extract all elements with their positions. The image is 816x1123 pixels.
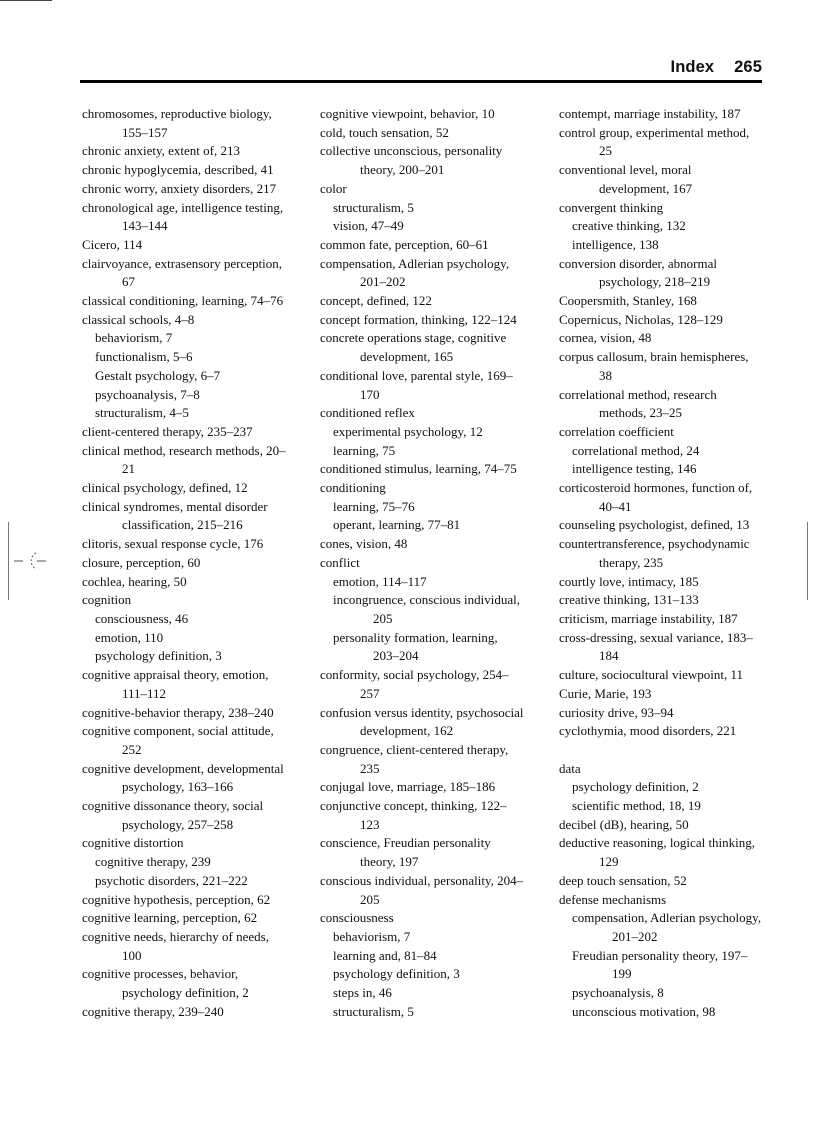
index-subentry: correlational method, 24 <box>572 442 700 458</box>
index-subentry: Gestalt psychology, 6–7 <box>95 367 221 383</box>
crop-line-right <box>807 522 808 600</box>
index-entry: conscious individual, personality, 204–205 <box>320 872 524 907</box>
index-subentry: psychoanalysis, 7–8 <box>95 386 200 402</box>
index-subentry: creative thinking, 132 <box>572 218 686 234</box>
index-column-1 <box>82 105 287 1021</box>
index-entry: conditional love, parental style, 169–170 <box>320 367 513 402</box>
index-subentry: personality formation, learning, 203–204 <box>333 629 498 664</box>
index-entry: cones, vision, 48 <box>320 536 408 552</box>
index-entry: chromosomes, reproductive biology, 155–157 <box>82 106 272 140</box>
index-subentry: learning and, 81–84 <box>333 947 437 963</box>
index-subentry: psychoanalysis, 8 <box>572 985 664 1001</box>
index-entry: cognitive dissonance theory, social psychology, 257–258 <box>82 798 264 832</box>
index-subentry: functionalism, 5–6 <box>95 349 193 365</box>
index-subentry: psychology definition, 3 <box>333 966 460 982</box>
index-entry: cold, touch sensation, 52 <box>320 124 449 140</box>
index-entry: conventional level, moral development, 167 <box>559 162 693 196</box>
index-entry: congruence, client-centered therapy, 235 <box>320 741 509 776</box>
index-entry: chronic worry, anxiety disorders, 217 <box>82 180 277 196</box>
index-subentry: Freudian personality theory, 197–199 <box>572 947 748 982</box>
index-entry: client-centered therapy, 235–237 <box>82 423 253 439</box>
index-entry: cognitive therapy, 239–240 <box>82 1003 224 1019</box>
index-entry: conjunctive concept, thinking, 122–123 <box>320 798 507 832</box>
index-entry: cognitive appraisal theory, emotion, 111–112 <box>82 667 269 701</box>
index-entry: cornea, vision, 48 <box>559 330 652 346</box>
index-entry: curiosity drive, 93–94 <box>559 704 674 720</box>
index-entry: cognitive needs, hierarchy of needs, 100 <box>82 928 269 963</box>
index-subentry: learning, 75–76 <box>333 498 415 514</box>
index-entry: data <box>559 760 581 776</box>
index-entry: conflict <box>320 554 360 570</box>
index-subentry: psychotic disorders, 221–222 <box>95 872 248 888</box>
crop-line-left <box>8 522 9 600</box>
index-subentry: intelligence testing, 146 <box>572 461 697 477</box>
index-entry: cognitive hypothesis, perception, 62 <box>82 891 271 907</box>
index-subentry: intelligence, 138 <box>572 236 659 252</box>
index-entry: defense mechanisms <box>559 891 667 907</box>
index-entry: conscience, Freudian personality theory, 197 <box>320 835 491 870</box>
index-entry: concrete operations stage, cognitive development, 165 <box>320 330 507 365</box>
index-entry: creative thinking, 131–133 <box>559 592 699 608</box>
index-entry: cochlea, hearing, 50 <box>82 573 187 589</box>
index-subentry: operant, learning, 77–81 <box>333 517 461 533</box>
trim-line <box>0 0 52 1</box>
index-subentry: emotion, 114–117 <box>333 573 427 589</box>
index-entry: conversion disorder, abnormal psychology, 218–219 <box>559 255 717 290</box>
index-entry: confusion versus identity, psychosocial development, 162 <box>320 704 524 739</box>
index-subentry: incongruence, conscious individual, 205 <box>333 592 521 626</box>
index-entry: clinical psychology, defined, 12 <box>82 480 248 496</box>
header-title: Index <box>670 58 715 76</box>
index-entry: correlation coefficient <box>559 423 674 439</box>
index-subentry: compensation, Adlerian psychology, 201–202 <box>572 910 762 944</box>
index-entry: conjugal love, marriage, 185–186 <box>320 779 496 795</box>
index-subentry: behaviorism, 7 <box>95 330 173 346</box>
index-entry: Coopersmith, Stanley, 168 <box>559 293 697 309</box>
index-entry: closure, perception, 60 <box>82 554 201 570</box>
index-subentry: structuralism, 5 <box>333 1003 414 1019</box>
index-entry: countertransference, psychodynamic therapy, 235 <box>559 536 750 570</box>
index-subentry: psychology definition, 2 <box>572 779 699 795</box>
index-entry: decibel (dB), hearing, 50 <box>559 816 689 832</box>
index-entry: contempt, marriage instability, 187 <box>559 106 741 121</box>
running-header <box>80 58 762 80</box>
index-entry: classical conditioning, learning, 74–76 <box>82 293 284 309</box>
index-subentry: steps in, 46 <box>333 985 392 1001</box>
index-entry: courtly love, intimacy, 185 <box>559 573 699 589</box>
index-subentry: cognitive therapy, 239 <box>95 854 211 870</box>
index-entry: corticosteroid hormones, function of, 40–41 <box>559 480 753 514</box>
index-subentry: behaviorism, 7 <box>333 928 411 944</box>
index-entry: cognition <box>82 592 132 608</box>
index-subentry: vision, 47–49 <box>333 218 404 234</box>
index-entry: chronic anxiety, extent of, 213 <box>82 143 240 159</box>
index-subentry: structuralism, 5 <box>333 199 414 215</box>
index-entry: correlational method, research methods, 23–25 <box>559 386 717 421</box>
index-entry: cognitive viewpoint, behavior, 10 <box>320 106 495 121</box>
index-entry: cognitive processes, behavior, psychology definition, 2 <box>82 966 249 1001</box>
index-entry: clairvoyance, extrasensory perception, 67 <box>82 255 282 290</box>
index-subentry: scientific method, 18, 19 <box>572 798 701 813</box>
index-entry: conditioning <box>320 480 386 496</box>
index-entry: concept formation, thinking, 122–124 <box>320 311 517 327</box>
index-entry: cognitive component, social attitude, 252 <box>82 723 274 757</box>
index-entry: convergent thinking <box>559 199 664 215</box>
index-entry: consciousness <box>320 910 394 926</box>
index-entry: concept, defined, 122 <box>320 293 432 309</box>
index-entry: conditioned stimulus, learning, 74–75 <box>320 461 517 477</box>
index-subentry: learning, 75 <box>333 442 396 458</box>
header-rule <box>80 80 762 83</box>
index-subentry: experimental psychology, 12 <box>333 423 483 439</box>
index-subentry: psychology definition, 3 <box>95 648 222 664</box>
index-entry: chronic hypoglycemia, described, 41 <box>82 162 274 178</box>
index-entry: corpus callosum, brain hemispheres, 38 <box>559 349 749 383</box>
index-entry: criticism, marriage instability, 187 <box>559 610 738 626</box>
index-entry: conditioned reflex <box>320 405 415 421</box>
index-entry: cross-dressing, sexual variance, 183–184 <box>559 629 753 664</box>
index-entry: counseling psychologist, defined, 13 <box>559 517 750 533</box>
index-entry: collective unconscious, personality theory, 200–201 <box>320 143 503 178</box>
index-subentry: unconscious motivation, 98 <box>572 1003 716 1019</box>
index-entry: cognitive learning, perception, 62 <box>82 910 258 926</box>
index-entry: cognitive development, developmental psychology, 163–166 <box>82 760 284 795</box>
index-entry: compensation, Adlerian psychology, 201–202 <box>320 255 510 290</box>
index-entry: color <box>320 180 347 196</box>
index-entry: cyclothymia, mood disorders, 221 <box>559 723 737 739</box>
section-gap <box>559 741 764 760</box>
index-subentry: consciousness, 46 <box>95 610 189 626</box>
index-entry: Cicero, 114 <box>82 236 143 252</box>
index-entry: Copernicus, Nicholas, 128–129 <box>559 311 723 327</box>
index-entry: cognitive distortion <box>82 835 184 851</box>
index-entry: control group, experimental method, 25 <box>559 124 750 159</box>
index-entry: common fate, perception, 60–61 <box>320 236 489 252</box>
index-entry: conformity, social psychology, 254–257 <box>320 667 509 701</box>
index-entry: Curie, Marie, 193 <box>559 685 652 701</box>
index-subentry: structuralism, 4–5 <box>95 405 189 421</box>
index-entry: classical schools, 4–8 <box>82 311 195 327</box>
header-text <box>671 58 762 77</box>
index-column-3 <box>559 105 764 1021</box>
index-entry: cognitive-behavior therapy, 238–240 <box>82 704 274 720</box>
page-number: 265 <box>734 58 762 76</box>
index-subentry: emotion, 110 <box>95 629 164 645</box>
index-entry: deep touch sensation, 52 <box>559 872 687 888</box>
index-entry: clitoris, sexual response cycle, 176 <box>82 536 264 552</box>
index-entry: clinical syndromes, mental disorder classification, 215–216 <box>82 498 268 533</box>
index-column-2 <box>320 105 525 1021</box>
registration-mark-icon <box>14 550 46 572</box>
index-entry: clinical method, research methods, 20–21 <box>82 442 286 477</box>
index-entry: culture, sociocultural viewpoint, 11 <box>559 667 743 683</box>
index-entry: deductive reasoning, logical thinking, 129 <box>559 835 756 870</box>
index-entry: chronological age, intelligence testing, 143–144 <box>82 199 284 234</box>
